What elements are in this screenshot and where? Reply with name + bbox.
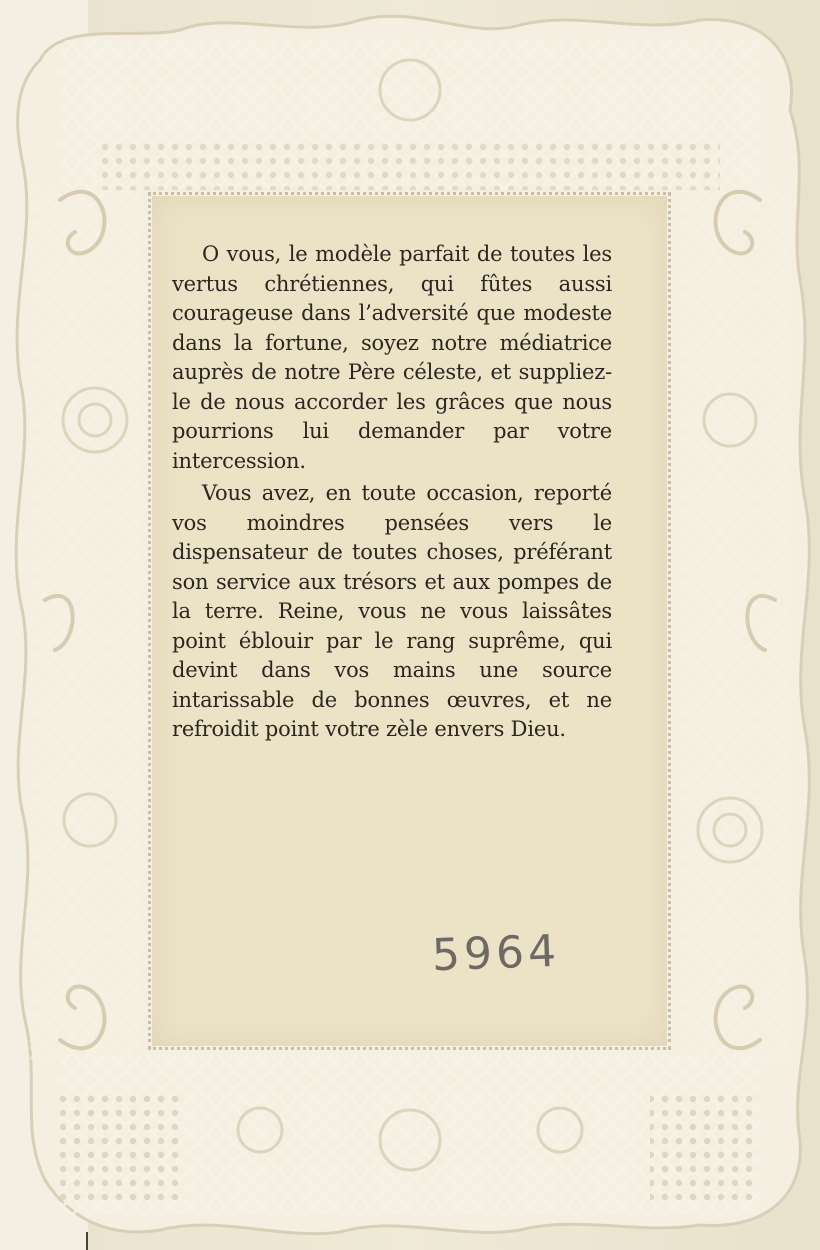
- prayer-paragraph-2: Vous avez, en toute occasion, reporté vos moindres pensées vers le dispensateur de toutes choses, préférant son service aux trésors et aux pompes de la terre. Reine, vous ne vous laissâtes point éblouir par le rang suprême, qui devint dans vos mains une source intarissable de bonnes œuvres, et ne refroidit point votre zèle envers Dieu.: [172, 481, 612, 741]
- lace-bottom-holes-right: [650, 1090, 760, 1200]
- lace-bottom-holes: [60, 1090, 180, 1200]
- corner-mark: [86, 1232, 98, 1250]
- prayer-paragraph-1: O vous, le modèle parfait de toutes les vertus chrétiennes, qui fûtes aussi courageuse dans l’adversité que modeste dans la fortune, soyez notre médiatrice auprès de notre Père céleste, et suppliez-le de nous accorder les grâces que nous pourrions lui demander par votre intercession.: [172, 242, 612, 473]
- lace-top-holes: [100, 140, 720, 190]
- pencil-inventory-number: 5964: [431, 925, 561, 982]
- lace-left-band: [30, 190, 140, 1060]
- lace-right-band: [680, 190, 790, 1060]
- prayer-text: [172, 240, 612, 745]
